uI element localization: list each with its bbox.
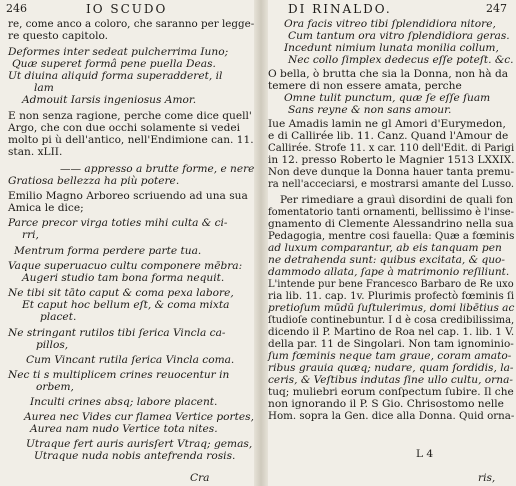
right-page-header <box>266 0 516 20</box>
text-line: Inculti crines absq; labore placent. <box>30 396 218 408</box>
text-line: Ne tibi sit tāto caput & coma pexa labore, <box>8 287 234 299</box>
running-title: DI RINALDO. <box>288 2 392 16</box>
text-line: ſum fœminis neque tam graue, coram amato- <box>268 350 512 362</box>
text-line: e di Callirée lib. 11. Canz. Quand l'Amour de <box>268 130 509 142</box>
text-line: stan. xLII. <box>8 146 63 158</box>
text-line: ſtudioſe continebuntur. I d è cosa credibilissima, <box>268 314 515 326</box>
text-line: Deformes inter sedeat pulcherrima Iuno; <box>8 46 229 58</box>
text-line: Gratiosa bellezza ha più potere. <box>8 175 180 187</box>
text-line: orbem, <box>36 381 74 393</box>
text-line: placet. <box>40 311 77 323</box>
right-page <box>266 0 516 486</box>
text-line: Incedunt nimium lunata monilia collum, <box>284 42 499 54</box>
text-line: dammodo allata, ſape à matrimonio reſiliunt. <box>268 266 510 278</box>
text-line: della par. 11 de Singolari. Non tam ignominio- <box>268 338 514 350</box>
text-line: E non senza ragione, perche come dice quell' <box>8 110 252 122</box>
text-line: Callirée. Strofe 11. x car. 110 dell'Edit. di Parigi <box>268 142 515 154</box>
text-line: Cra <box>190 472 210 484</box>
text-line: pillos, <box>36 339 69 351</box>
text-line: ceris, & Veſtibus indutas ſine ullo cultu, orna- <box>268 374 513 386</box>
page-number: 246 <box>6 2 27 15</box>
text-line: ribus grauia quæq; nudare, quam ſordidis, la- <box>268 362 514 374</box>
text-line: Vaque superuacuo cultu componere mēbra: <box>8 260 243 272</box>
text-line: Nec collo ſimplex dedecus eſſe poteſt. &c. <box>288 54 514 66</box>
left-page-header <box>0 0 256 20</box>
text-line: dicendo il P. Martino de Roa nel cap. 1. lib. 1 V. <box>268 326 515 338</box>
text-line: in 12. presso Roberto le Magnier 1513 LXXIX. <box>268 154 515 166</box>
text-line: re questo capitolo. <box>8 30 109 42</box>
text-line: Et caput hoc bellum eſt, & coma mixta <box>22 299 230 311</box>
text-line: Augeri studio tam bona forma nequit. <box>22 272 225 284</box>
text-line: Utraque fert auris aurisſert Vtraq; gemas, <box>26 438 253 450</box>
text-line: Utraque nuda nobis antefrenda rosis. <box>34 450 236 462</box>
text-line: ria lib. 11. cap. 1v. Plurimis profectò fœminis ſi <box>268 290 515 302</box>
text-line: Emilio Magno Arboreo scriuendo ad una sua <box>8 190 248 202</box>
text-line: ne detrahenda sunt: quibus excitata, & quo- <box>268 254 506 266</box>
text-line: Iue Amadis lamin ne gl Amori d'Eurymedon, <box>268 118 506 130</box>
text-line: Ne stringant rutilos tibi ſerica Vincla ca- <box>8 327 226 339</box>
text-line: L'intende pur bene Francesco Barbaro de Re uxo <box>268 278 514 290</box>
text-line: gnamento di Clemente Alessandrino nella sua <box>268 218 514 230</box>
text-line: tuq; muliebri eorum conſpectum ſubire. Il che <box>268 386 514 398</box>
text-line: Per rimediare a grauì disordini de quali fon <box>280 194 514 206</box>
text-line: Mentrum forma perdere parte tua. <box>14 245 202 257</box>
text-line: fomentatorio tanti ornamenti, bellissimo è l'inse- <box>268 206 515 218</box>
text-line: Sans reyne & non sans amour. <box>288 104 452 116</box>
text-line: —— appresso a brutte forme, e nere <box>60 163 255 175</box>
text-line: rri, <box>22 229 39 241</box>
text-line: non ignorando il P. S Gio. Chrisostomo nelle <box>268 398 504 410</box>
text-line: Amica le dice; <box>8 202 84 214</box>
text-line: Aurea nec Vides cur flamea Vertice portes, <box>24 411 254 423</box>
text-line: Ut diuina aliquid forma superadderet, il <box>8 70 223 82</box>
text-line: Ora facis vitreo tibi ſplendidiora nitore, <box>284 18 496 30</box>
text-line: ra nell'acceciarsi, e mostrarsi amante del Lusso. <box>268 178 515 190</box>
text-line: Argo, che con due occhi solamente si vedei <box>8 122 241 134</box>
running-title: IO SCUDO <box>86 2 168 16</box>
text-line: molto pi ù dell'antico, nell'Endimione can. 11. <box>8 134 254 146</box>
text-line: Non deve dunque la Donna hauer tanta premu- <box>268 166 515 178</box>
text-line: Nec ti s multiplicem crines reuocentur in <box>8 369 230 381</box>
text-line: Cum Vincant rutila ſerica Vincla coma. <box>26 354 235 366</box>
text-line: Pedagogia, mentre cosi fauella: Quæ a fœminis <box>268 230 515 242</box>
text-line: pretioſum mūdū ſuſtulerimus, domi libētius ac <box>268 302 515 314</box>
page-number: 247 <box>486 2 507 15</box>
text-line: Aurea nam nudo Vertice tota nites. <box>30 423 218 435</box>
text-line: L 4 <box>416 448 434 460</box>
text-line: re, come anco a coloro, che saranno per legge- <box>8 18 255 30</box>
text-line: temere di non essere amata, perche <box>268 80 462 92</box>
text-line: Admouit Iarsis ingeniosus Amor. <box>22 94 197 106</box>
text-line: lam <box>34 82 54 94</box>
text-line: Hom. sopra la Gen. dice alla Donna. Quid orna- <box>268 410 515 422</box>
text-line: Quæ superet formâ pene puella Deas. <box>12 58 216 70</box>
text-line: Parce precor virga toties mihi culta & ci- <box>8 217 228 229</box>
left-page <box>0 0 256 486</box>
text-line: ad luxum comparantur, ab eis tanquam pen <box>268 242 502 254</box>
text-line: Omne tulit punctum, quæ ſe eſſe ſuam <box>284 92 491 104</box>
text-line: O bella, ò brutta che sia la Donna, non hà da <box>268 68 509 80</box>
text-line: Cum tantum ora vitro ſplendidiora geras. <box>288 30 510 42</box>
text-line: ris, <box>478 472 496 484</box>
